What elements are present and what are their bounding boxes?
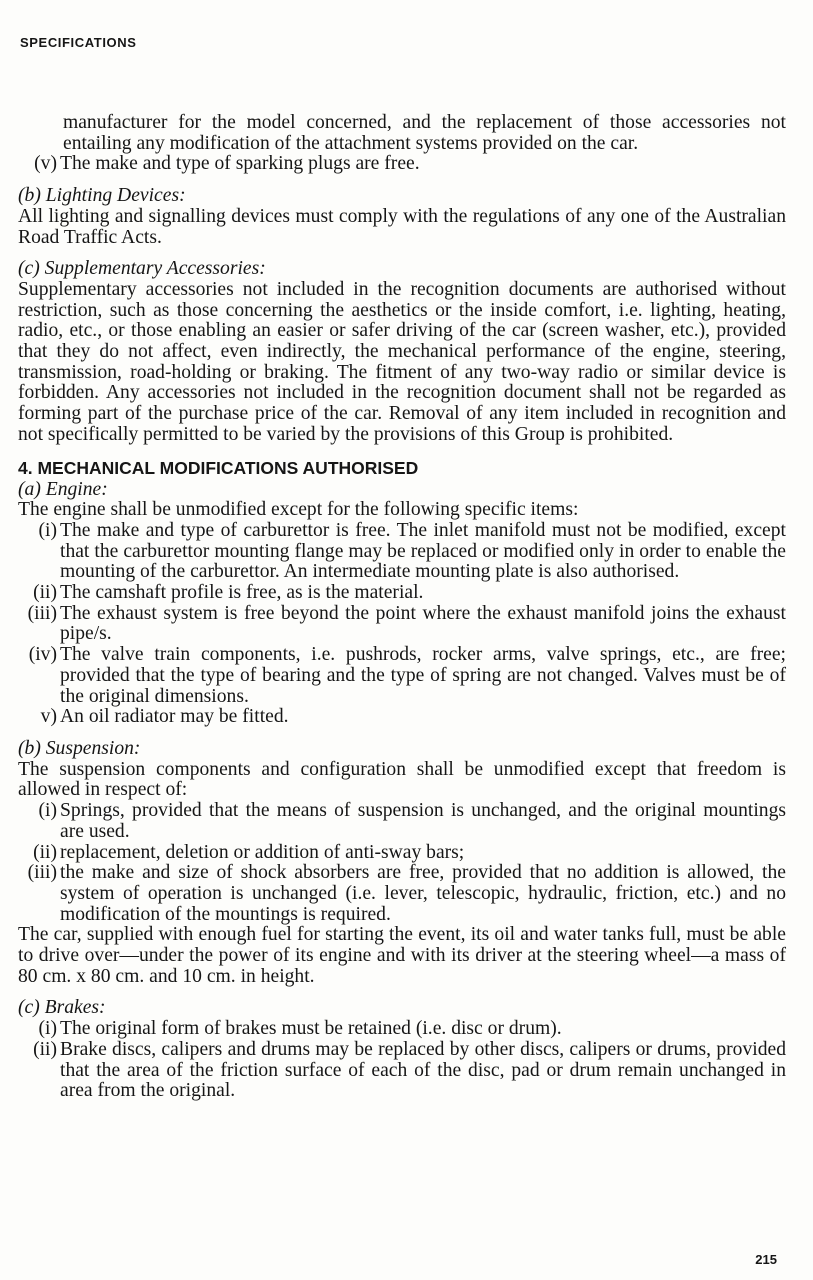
item-text: The exhaust system is free beyond the point where the exhaust manifold joins the exhaust pipe/s. [60,602,786,645]
subsection-title-engine: (a) Engine: [18,478,108,500]
item-number: v) [40,706,57,728]
item-number: (ii) [33,1038,57,1060]
item-number: (iv) [28,644,57,666]
subsection-title-brakes: (c) Brakes: [18,997,106,1019]
list-item [18,583,786,604]
engine-intro: The engine shall be unmodified except for the following specific items: [18,499,579,521]
continued-paragraph: manufacturer for the model concerned, and the replacement of those accessories not entailing any modification of the attachment systems provided on the car. [63,112,786,154]
item-number: (iii) [27,862,57,884]
list-item [18,863,786,925]
item-number: (ii) [33,841,57,863]
item-text: The make and type of sparking plugs are free. [60,153,420,175]
running-head: SPECIFICATIONS [20,35,137,50]
suspension-closing-paragraph: The car, supplied with enough fuel for starting the event, its oil and water tanks full, must be able to drive over—under the power of its engine and with its driver at the steering wheel—a mass of 80 cm. x 80 cm. and 10 cm. in height. [18,924,786,987]
suspension-list [18,801,786,925]
list-item [18,645,786,707]
item-text: the make and size of shock absorbers are free, provided that no addition is allowed, the system of operation is unchanged (i.e. lever, telescopic, hydraulic, friction, etc.) and no modification of the mountings is required. [60,862,786,925]
list-item [18,521,786,583]
item-number: (v) [34,153,57,175]
subsection-title-supplementary: (c) Supplementary Accessories: [18,258,266,280]
list-item [18,707,786,728]
lighting-paragraph: All lighting and signalling devices must comply with the regulations of any one of the Australian Road Traffic Acts. [18,205,786,248]
list-item [18,604,786,645]
item-text: The original form of brakes must be retained (i.e. disc or drum). [60,1018,562,1040]
item-number: (i) [38,519,57,541]
list-item [18,1019,786,1040]
item-text: replacement, deletion or addition of anti-sway bars; [60,841,465,863]
suspension-intro: The suspension components and configuration shall be unmodified except that freedom is allowed in respect of: [18,758,786,801]
item-text: Springs, provided that the means of suspension is unchanged, and the original mountings are used. [60,800,786,842]
item-text: The valve train components, i.e. pushrods, rocker arms, valve springs, etc., are free; provided that the type of bearing and the type of spring are not changed. Valves must be of the original dimensions. [60,644,786,707]
engine-list [18,521,786,728]
subsection-title-suspension: (b) Suspension: [18,737,141,759]
page-body [18,113,786,1102]
item-number: (i) [38,800,57,822]
list-item [18,154,786,175]
item-text: Brake discs, calipers and drums may be replaced by other discs, calipers or drums, provided that the area of the friction surface of each of the disc, pad or drum remain unchanged in area from the original. [60,1038,786,1102]
item-number: (ii) [33,582,57,604]
item-text: An oil radiator may be fitted. [60,706,289,728]
item-number: (i) [38,1018,57,1040]
item-text: The camshaft profile is free, as is the material. [60,582,424,604]
item-text: The make and type of carburettor is free. The inlet manifold must not be modified, except that the carburettor mounting flange may be replaced or modified only in order to enable the mounting of the carburettor. An intermediate mounting plate is also authorised. [60,519,786,583]
subsection-title-lighting: (b) Lighting Devices: [18,185,186,207]
brakes-list [18,1019,786,1102]
item-number: (iii) [27,602,57,624]
list-item [18,801,786,842]
section-heading: 4. MECHANICAL MODIFICATIONS AUTHORISED [18,457,419,478]
list-item [18,843,786,864]
page-number: 215 [755,1252,777,1267]
list-item [18,1040,786,1102]
supplementary-paragraph: Supplementary accessories not included in the recognition documents are authorised without restriction, such as those concerning the aesthetics or the inside comfort, i.e. lighting, heating, radio, etc., or those enabling an easier or safer driving of the car (screen washer, etc.), provided that they do not affect, even indirectly, the mechanical performance of the engine, steering, transmission, road-holding or braking. The fitment of any two-way radio or similar device is forbidden. Any accessories not included in the recognition document shall not be regarded as forming part of the purchase price of the car. Removal of any item included in recognition and not specifically permitted to be varied by the provisions of this Group is prohibited. [18,278,786,445]
